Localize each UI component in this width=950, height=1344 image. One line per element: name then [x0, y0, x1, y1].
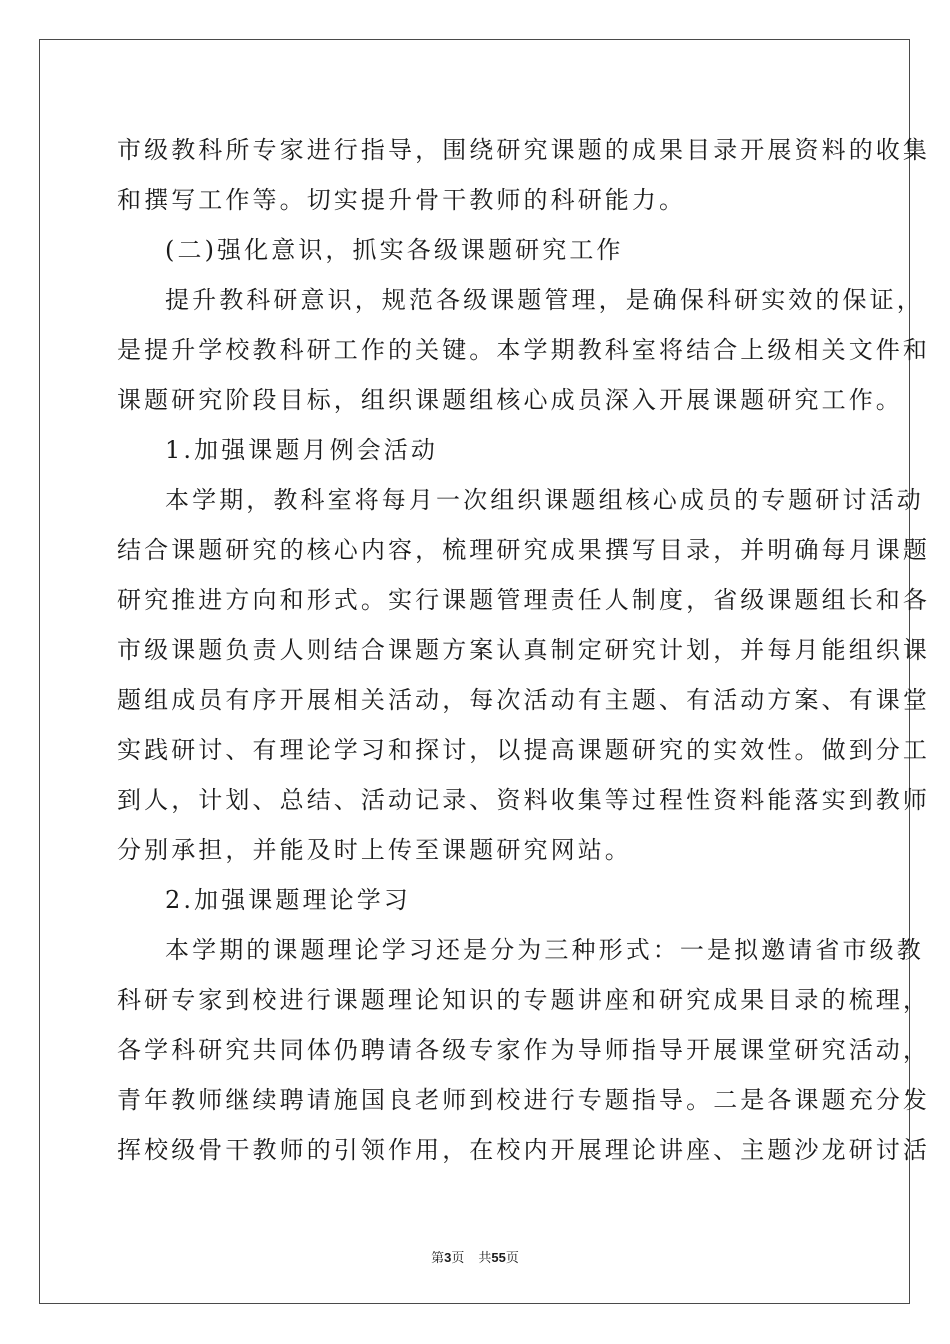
- subsection-heading: 2.加强课题理论学习: [165, 886, 411, 914]
- body-line: 到人，计划、总结、活动记录、资料收集等过程性资料能落实到教师: [117, 786, 930, 814]
- body-line: 分别承担，并能及时上传至课题研究网站。: [117, 836, 632, 864]
- body-line: 本学期，教科室将每月一次组织课题组核心成员的专题研讨活动: [165, 486, 924, 514]
- page-suffix: 页: [451, 1251, 465, 1266]
- document-body: [117, 125, 930, 1175]
- body-line: 青年教师继续聘请施国良老师到校进行专题指导。二是各课题充分发: [117, 1086, 930, 1114]
- subsection-heading: 1.加强课题月例会活动: [165, 436, 438, 464]
- body-line: 是提升学校教科研工作的关键。本学期教科室将结合上级相关文件和: [117, 336, 930, 364]
- body-line: 本学期的课题理论学习还是分为三种形式：一是拟邀请省市级教: [165, 936, 924, 964]
- body-line: 课题研究阶段目标，组织课题组核心成员深入开展课题研究工作。: [117, 386, 903, 414]
- total-prefix: 共: [478, 1251, 492, 1266]
- body-line: 实践研讨、有理论学习和探讨，以提高课题研究的实效性。做到分工: [117, 736, 930, 764]
- body-line: 市级教科所专家进行指导，围绕研究课题的成果目录开展资料的收集: [117, 136, 930, 164]
- body-line: 题组成员有序开展相关活动，每次活动有主题、有活动方案、有课堂: [117, 686, 930, 714]
- body-line: 和撰写工作等。切实提升骨干教师的科研能力。: [117, 186, 687, 214]
- total-suffix: 页: [505, 1251, 519, 1266]
- body-line: 提升教科研意识，规范各级课题管理，是确保科研实效的保证，: [165, 286, 924, 314]
- page-number: 3: [444, 1250, 452, 1265]
- body-line: 科研专家到校进行课题理论知识的专题讲座和研究成果目录的梳理，: [117, 986, 930, 1014]
- body-line: 挥校级骨干教师的引领作用，在校内开展理论讲座、主题沙龙研讨活: [117, 1136, 930, 1164]
- section-heading: (二)强化意识，抓实各级课题研究工作: [165, 236, 624, 264]
- body-line: 各学科研究共同体仍聘请各级专家作为导师指导开展课堂研究活动，: [117, 1036, 930, 1064]
- body-line: 市级课题负责人则结合课题方案认真制定研究计划，并每月能组织课: [117, 636, 930, 664]
- body-line: 研究推进方向和形式。实行课题管理责任人制度，省级课题组长和各: [117, 586, 930, 614]
- total-pages: 55: [491, 1250, 506, 1265]
- page-prefix: 第: [431, 1251, 445, 1266]
- body-line: 结合课题研究的核心内容，梳理研究成果撰写目录，并明确每月课题: [117, 536, 930, 564]
- page-footer: [0, 1247, 950, 1266]
